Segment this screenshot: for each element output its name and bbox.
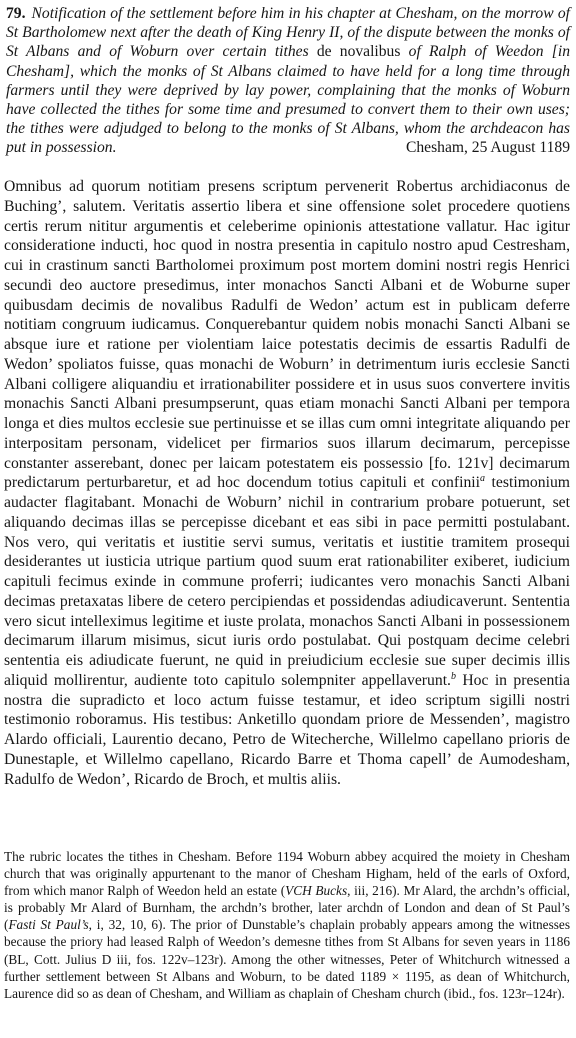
entry-number: 79. xyxy=(6,5,26,22)
commentary-part-1: The rubric locates the tithes in Chesham. Before 1194 Woburn abbey acquired the moiety in Chesham church that was originally appurtenant to the manor of Chesham Higham, held of the earls of Oxford, from which manor Ralph of Weedon held an estate ( xyxy=(4,849,570,899)
entry-place-date: Chesham, 25 August 1189 xyxy=(405,139,570,157)
charter-text xyxy=(4,177,570,789)
commentary-ref-vch: VCH Bucks xyxy=(285,883,348,899)
entry-summary-part-2: of Ralph of Weedon [in Chesham], which the monks of St Albans claimed to have held for a long time through farmers until they were deprived by lay power, complaining that the monks of Woburn have collected the tithes for some time and presumed to convert them to their own uses; the tithes were adjudged to belong to the monks of St Albans, whom the archdeacon has put in possession. xyxy=(6,43,570,157)
editorial-commentary xyxy=(4,848,570,1002)
commentary-ref-fasti: Fasti St Paul’s xyxy=(8,917,89,933)
charter-text-part-1: Omnibus ad quorum notitiam presens scriptum pervenerit Robertus archidiaconus de Buching’, salutem. Veritatis assertio libera et sine offensione solet procedere quotiens certis rerum nititur argumentis et celeberime opinionis attestatione vallatur. Hac igitur consideratione inducti, hoc quod in nostra presentia in capitulo nostro apud Cestresham, cui in crastinum sancti Bartholomei proximum post mortem domini nostri regis Henrici secundi deo auctore presedimus, inter monachos Sancti Albani et de Woburne super quibusdam decimis de novalibus Radulfi de Wedon’ actum est in publicam deferre notitiam congruum iudicamus. Conquerebantur quidem nobis monachi Sancti Albani se absque iure et ratione per violentiam laice potestatis decimis de essartis Radulfi de Wedon’ spoliatos fuisse, quas monachi de Woburn’ in detrimentum iuris ecclesie Sancti Albani colligere aliquandiu et irrationabiliter possidere et in usus suos convertere invitis monachis Sancti Albani presumpserunt, quas etiam monachi Sancti Albani per tempora longa et dies multos ecclesie sue pertinuisse et se illas cum omni integritate aliquando per interpositam personam, videlicet per firmarios suos illarum decimarum, percepisse constanter asserebant, donec per laicam potestatem eis possessio [fo. 121v] decimarum predictarum perturbaretur, et ad hoc docendum totius capituli et confinii xyxy=(4,178,570,492)
entry-summary-latin-term: de novalibus xyxy=(316,43,401,61)
charter-text-part-3: Hoc in presentia nostra die supradicto et loco actum fuisse testamur, et ideo scriptum sigilli nostri testimonio roboramus. His testibus: Anketillo quondam priore de Messenden’, magistro Alardo officiali, Laurentio decano, Petro de Witecherche, Willelmo capellano prioris de Dunestaple, et Willelmo capellano, Ricardo Barre et Thoma capell’ de Aumodesham, Radulfo de Wedon’, Ricardo de Broch, et multis aliis. xyxy=(4,671,570,788)
footnote-marker-b: b xyxy=(450,670,456,682)
entry-summary-part-1: Notification of the settlement before him in his chapter at Chesham, on the morrow of St Bartholomew next after the death of King Henry II, of the dispute between the monks of St Albans and of Woburn over certain tithes xyxy=(6,5,570,61)
commentary-part-2: , iii, 216). Mr Alard, the archdn’s official, is probably Mr Alard of Burnham, the archdn’s brother, later archdn of London and dean of St Paul’s ( xyxy=(4,883,570,933)
entry-heading xyxy=(6,4,570,158)
commentary-part-3: , i, 32, 10, 6). The prior of Dunstable’s chaplain probably appears among the witnesses because the priory had leased Ralph of Weedon’s demesne tithes from St Albans for seven years in 1186 (BL, Cott. Julius D iii, fos. 122v–123r). Among the other witnesses, Peter of Whitchurch witnessed a further settlement between St Albans and Woburn, to be dated 1189 × 1195, as dean of Whitchurch, Laurence did so as dean of Chesham, and William as chaplain of Chesham church (ibid., fos. 123r–124r). xyxy=(4,917,570,1001)
charter-text-part-2: testimonium audacter flagitabant. Monachi de Woburn’ nichil in contrarium probare potuerunt, set aliquando decimas illas se percepisse dicebant et eas sibi in pace permitti postulabant. Nos vero, qui veritatis et iustitie servi sumus, veritatis et iustitie tramitem prosequi desiderantes ut iusticia utrique partium quod suum erat rationabiliter exiberet, iudicium capituli fecimus exinde in commune proferri; iudicantes vero monachis Sancti Albani decimas pretaxatas libere de cetero percipiendas et possidendas adiudicaverunt. Sententia vero sicut intelleximus legitime et iuste prolata, monachos Sancti Albani in possessionem decimarum illarum misimus, sicut iuris ordo postulabat. Qui postquam decime celebri sententia eis adiudicate fuerunt, ne quid in preiudicium ecclesie sue super decimis illis aliquid mollirentur, audiente toto capitulo solempniter appellaverunt. xyxy=(4,474,570,689)
footnote-marker-a: a xyxy=(480,473,486,485)
